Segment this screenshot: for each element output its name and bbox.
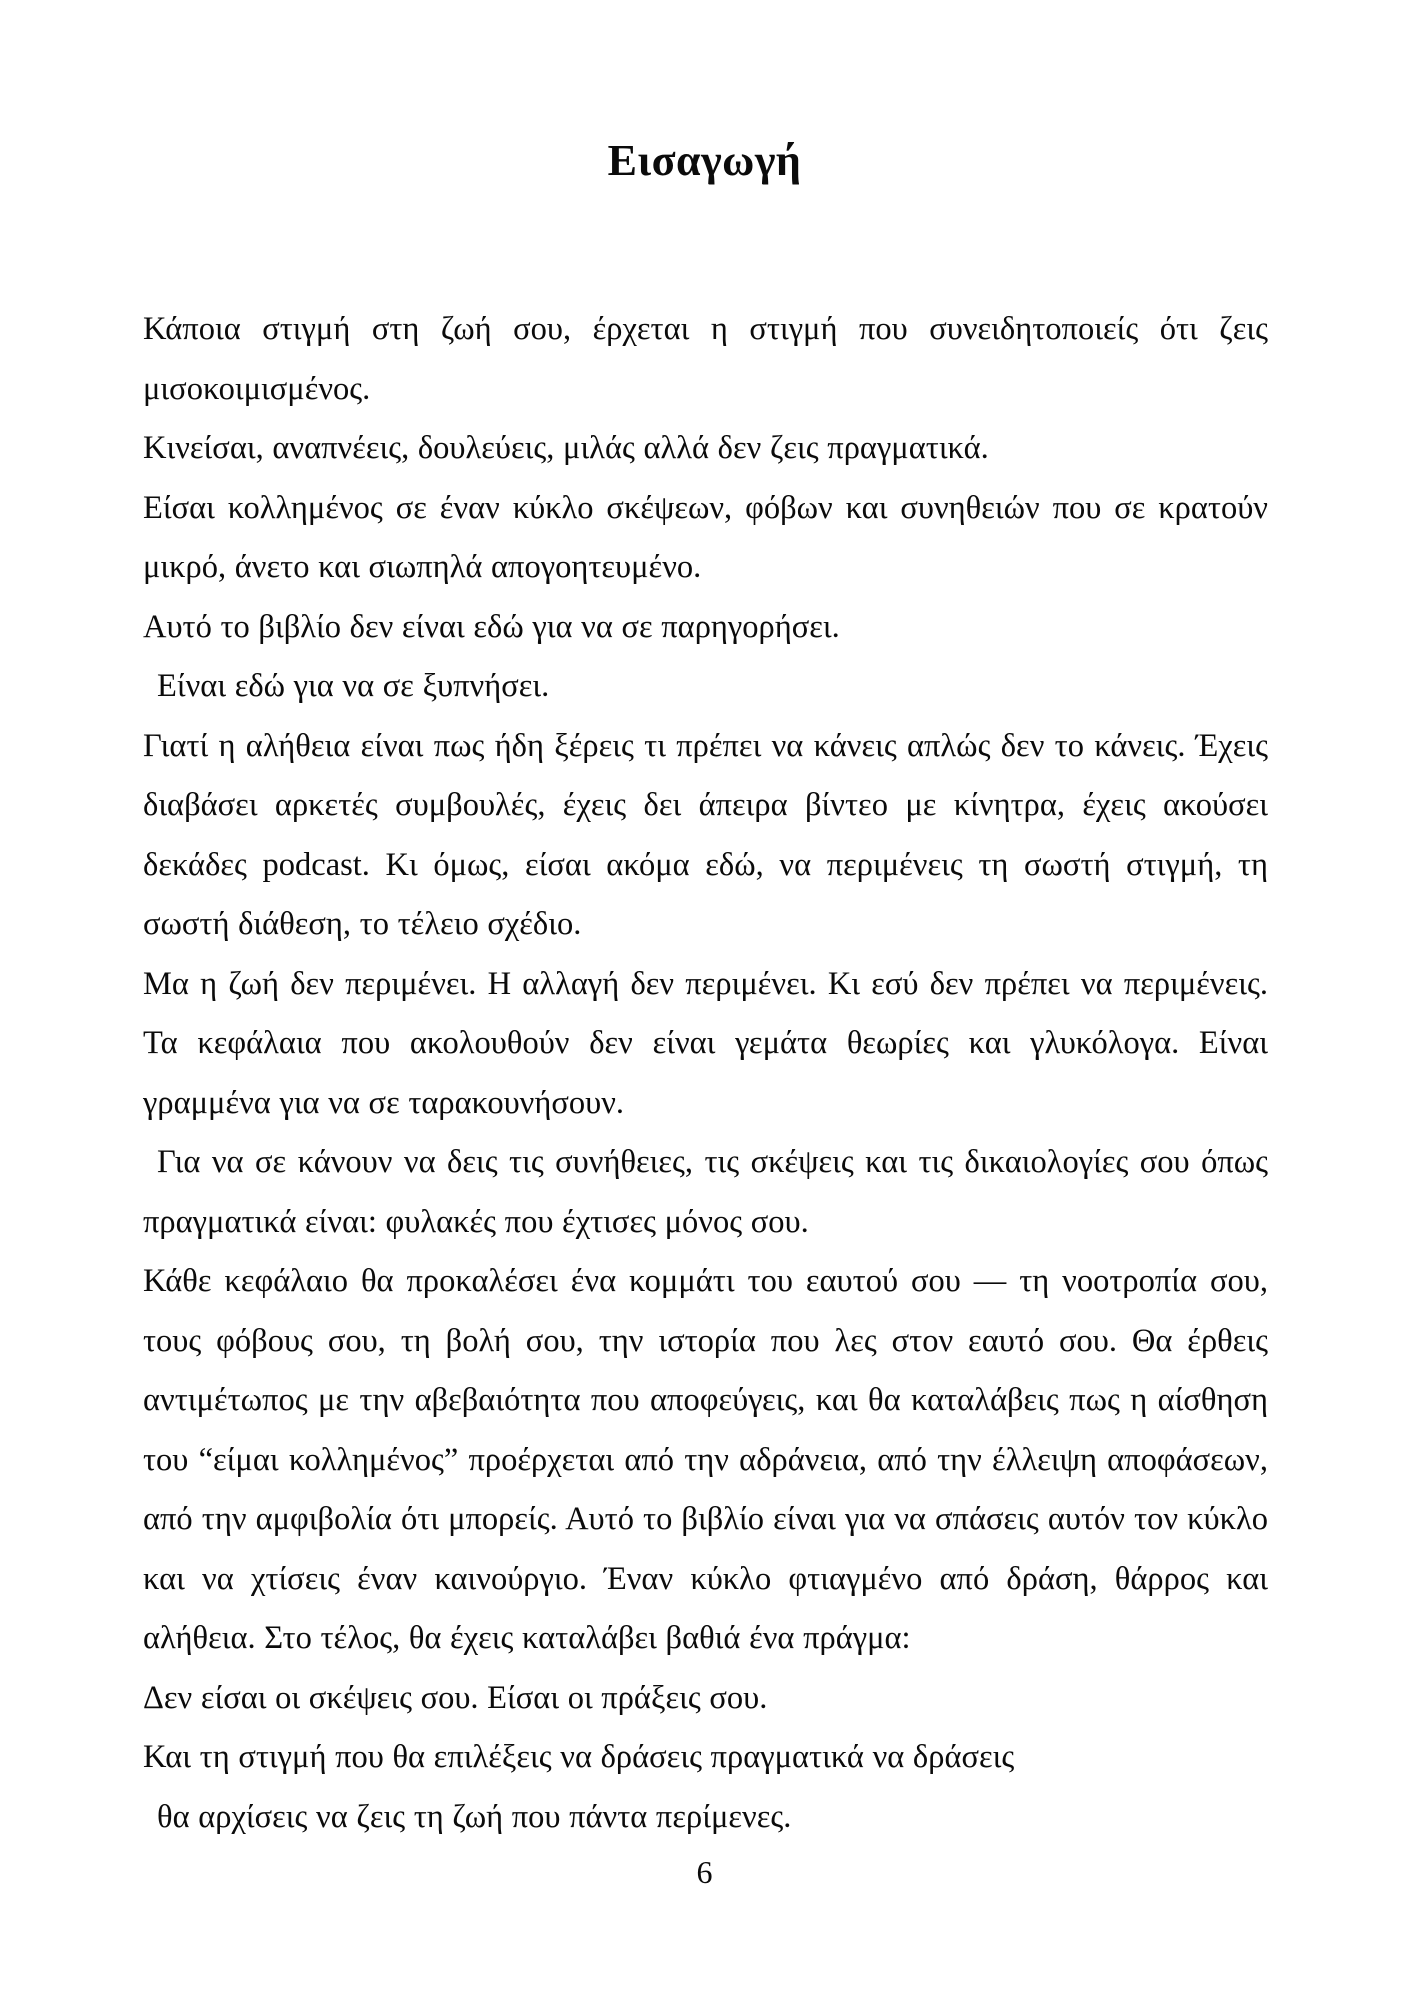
paragraph-12: θα αρχίσεις να ζεις τη ζωή που πάντα περίμενες. xyxy=(157,1798,792,1835)
paragraph-8: Για να σε κάνουν να δεις τις συνήθειες, τις σκέψεις και τις δικαιολογίες σου όπως πραγματικά είναι: φυλακές που έχτισες μόνος σου. xyxy=(143,1144,1268,1240)
paragraph-5: Είναι εδώ για να σε ξυπνήσει. xyxy=(157,668,550,704)
paragraph-2: Κινείσαι, αναπνέεις, δουλεύεις, μιλάς αλλά δεν ζεις πραγματικά. xyxy=(143,430,989,466)
paragraph-1: Κάποια στιγμή στη ζωή σου, έρχεται η στιγμή που συνειδητοποιείς ότι ζεις μισοκοιμισμένος. xyxy=(143,311,1268,407)
paragraph-7: Μα η ζωή δεν περιμένει. Η αλλαγή δεν περιμένει. Κι εσύ δεν πρέπει να περιμένεις. Τα κεφάλαια που ακολουθούν δεν είναι γεμάτα θεωρίες και γλυκόλογα. Είναι γραμμένα για να σε ταρακουνήσουν. xyxy=(143,965,1268,1121)
paragraph-3: Είσαι κολλημένος σε έναν κύκλο σκέψεων, φόβων και συνηθειών που σε κρατούν μικρό, άνετο και σιωπηλά απογοητευμένο. xyxy=(143,489,1268,585)
page-number: 6 xyxy=(696,1854,713,1890)
paragraph-10: Δεν είσαι οι σκέψεις σου. Είσαι οι πράξεις σου. xyxy=(143,1679,768,1716)
paragraph-6: Γιατί η αλήθεια είναι πως ήδη ξέρεις τι πρέπει να κάνεις απλώς δεν το κάνεις. Έχεις διαβάσει αρκετές συμβουλές, έχεις δει άπειρα βίντεο με κίνητρα, έχεις ακούσει δεκάδες podcast. Κι όμως, είσαι ακόμα εδώ, να περιμένεις τη σωστή στιγμή, τη σωστή διάθεση, το τέλειο σχέδιο. xyxy=(143,727,1268,942)
paragraph-4: Αυτό το βιβλίο δεν είναι εδώ για να σε παρηγορήσει. xyxy=(143,608,840,645)
paragraph-9: Κάθε κεφάλαιο θα προκαλέσει ένα κομμάτι του εαυτού σου — τη νοοτροπία σου, τους φόβους σου, τη βολή σου, την ιστορία που λες στον εαυτό σου. Θα έρθεις αντιμέτωπος με την αβεβαιότητα που αποφεύγεις, και θα καταλάβεις πως η αίσθηση του “είμαι κολλημένος” προέρχεται από την αδράνεια, από την έλλειψη αποφάσεων, από την αμφιβολία ότι μπορείς. Αυτό το βιβλίο είναι για να σπάσεις αυτόν τον κύκλο και να χτίσεις έναν καινούργιο. Έναν κύκλο φτιαγμένο από δράση, θάρρος και αλήθεια. Στο τέλος, θα έχεις καταλάβει βαθιά ένα πράγμα: xyxy=(143,1263,1268,1656)
paragraph-11: Και τη στιγμή που θα επιλέξεις να δράσεις πραγματικά να δράσεις xyxy=(143,1739,1015,1775)
body-text-block xyxy=(143,300,1268,1847)
page-title: Εισαγωγή xyxy=(607,136,802,186)
